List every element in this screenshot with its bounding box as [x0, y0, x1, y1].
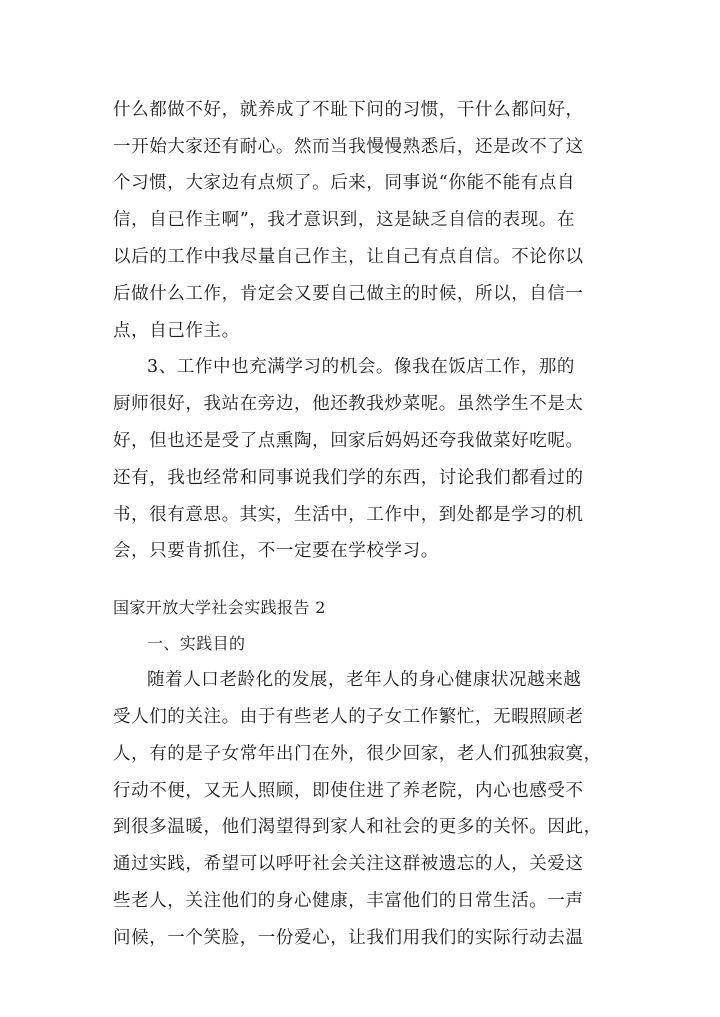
- report-title: 国家开放大学社会实践报告 2: [113, 598, 326, 617]
- paragraph-line: 受人们的关注。由于有些老人的子女工作繁忙，无暇照顾老: [113, 707, 584, 727]
- paragraph-line: 厨师很好，我站在旁边，他还教我炒菜呢。虽然学生不是太: [113, 394, 584, 414]
- paragraph-line: 什么都做不好，就养成了不耻下问的习惯，干什么都问好，: [113, 100, 584, 120]
- paragraph-line: 随着人口老龄化的发展，老年人的身心健康状况越来越: [147, 670, 582, 690]
- paragraph-line: 书，很有意思。其实，生活中，工作中，到处都是学习的机: [113, 505, 584, 525]
- paragraph-line: 行动不便，又无人照顾，即使住进了养老院，内心也感受不: [113, 781, 584, 801]
- paragraph-line: 好，但也还是受了点熏陶，回家后妈妈还夸我做菜好吃呢。: [113, 431, 584, 451]
- paragraph-line: 些老人，关注他们的身心健康，丰富他们的日常生活。一声: [113, 891, 584, 911]
- section-subtitle: 一、实践目的: [147, 634, 246, 653]
- paragraph-line: 信，自已作主啊”，我才意识到，这是缺乏自信的表现。在: [113, 210, 576, 230]
- paragraph-line: 会，只要肯抓住，不一定要在学校学习。: [113, 541, 439, 561]
- paragraph-line: 通过实践，希望可以呼吁社会关注这群被遗忘的人，关爱这: [113, 854, 584, 874]
- paragraph-line: 个习惯，大家边有点烦了。后来，同事说“你能不能有点自: [113, 173, 576, 193]
- paragraph-line: 一开始大家还有耐心。然而当我慢慢熟悉后，还是改不了这: [113, 137, 584, 157]
- paragraph-line: 到很多温暖，他们渴望得到家人和社会的更多的关怀。因此，: [113, 817, 602, 837]
- paragraph-line: 人，有的是子女常年出门在外，很少回家，老人们孤独寂寞，: [113, 744, 602, 764]
- paragraph-line: 还有，我也经常和同事说我们学的东西，讨论我们都看过的: [113, 468, 584, 488]
- paragraph-line: 后做什么工作，肯定会又要自己做主的时候，所以，自信一: [113, 284, 584, 304]
- paragraph-line: 以后的工作中我尽量自己作主，让自己有点自信。不论你以: [113, 247, 584, 267]
- paragraph-line: 3、工作中也充满学习的机会。像我在饭店工作，那的: [147, 357, 576, 377]
- paragraph-line: 点，自己作主。: [113, 321, 240, 341]
- paragraph-line: 问候，一个笑脸，一份爱心，让我们用我们的实际行动去温: [113, 928, 584, 948]
